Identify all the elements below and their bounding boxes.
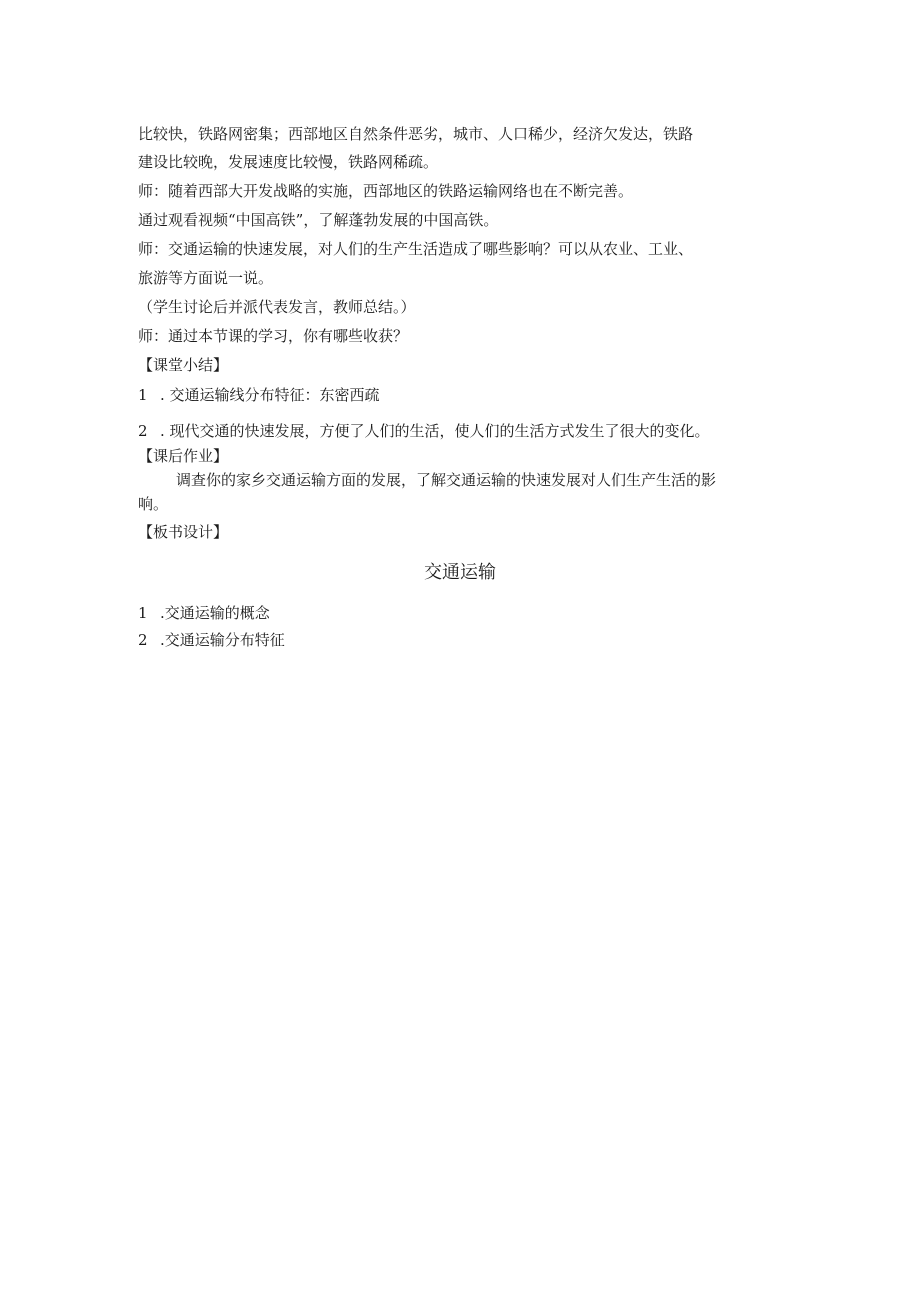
summary-heading: 【课堂小结】	[138, 356, 229, 374]
item-text: .交通运输分布特征	[160, 631, 285, 649]
board-item	[138, 630, 285, 650]
text-line: 师：通过本节课的学习，你有哪些收获？	[138, 327, 409, 345]
item-number: 2	[138, 422, 148, 440]
item-text: . 现代交通的快速发展，方便了人们的生活，使人们的生活方式发生了很大的变化。	[160, 422, 710, 440]
item-text: .交通运输的概念	[160, 604, 270, 622]
text-line: （学生讨论后并派代表发言，教师总结。）	[138, 298, 416, 316]
text-line: 师：随着西部大开发战略的实施，西部地区的铁路运输网络也在不断完善。	[138, 182, 634, 200]
summary-item	[138, 385, 380, 405]
item-number: 1	[138, 386, 148, 404]
item-number: 2	[138, 631, 148, 649]
item-text: . 交通运输线分布特征：东密西疏	[160, 386, 380, 404]
board-item	[138, 603, 270, 623]
text-line: 师：交通运输的快速发展，对人们的生产生活造成了哪些影响？可以从农业、工业、	[138, 240, 694, 258]
board-title: 交通运输	[424, 562, 496, 583]
text-line: 比较快，铁路网密集；西部地区自然条件恶劣，城市、人口稀少，经济欠发达，铁路	[138, 125, 694, 143]
item-number: 1	[138, 604, 148, 622]
summary-item	[138, 421, 710, 441]
text-line: 建设比较晚，发展速度比较慢，铁路网稀疏。	[138, 153, 439, 171]
text-line: 通过观看视频“中国高铁”，了解蓬勃发展的中国高铁。	[138, 211, 499, 229]
board-heading: 【板书设计】	[138, 523, 229, 541]
homework-text: 调查你的家乡交通运输方面的发展，了解交通运输的快速发展对人们生产生活的影	[176, 471, 717, 489]
homework-heading: 【课后作业】	[138, 447, 229, 465]
homework-text: 响。	[138, 495, 169, 513]
text-line: 旅游等方面说一说。	[138, 269, 274, 287]
